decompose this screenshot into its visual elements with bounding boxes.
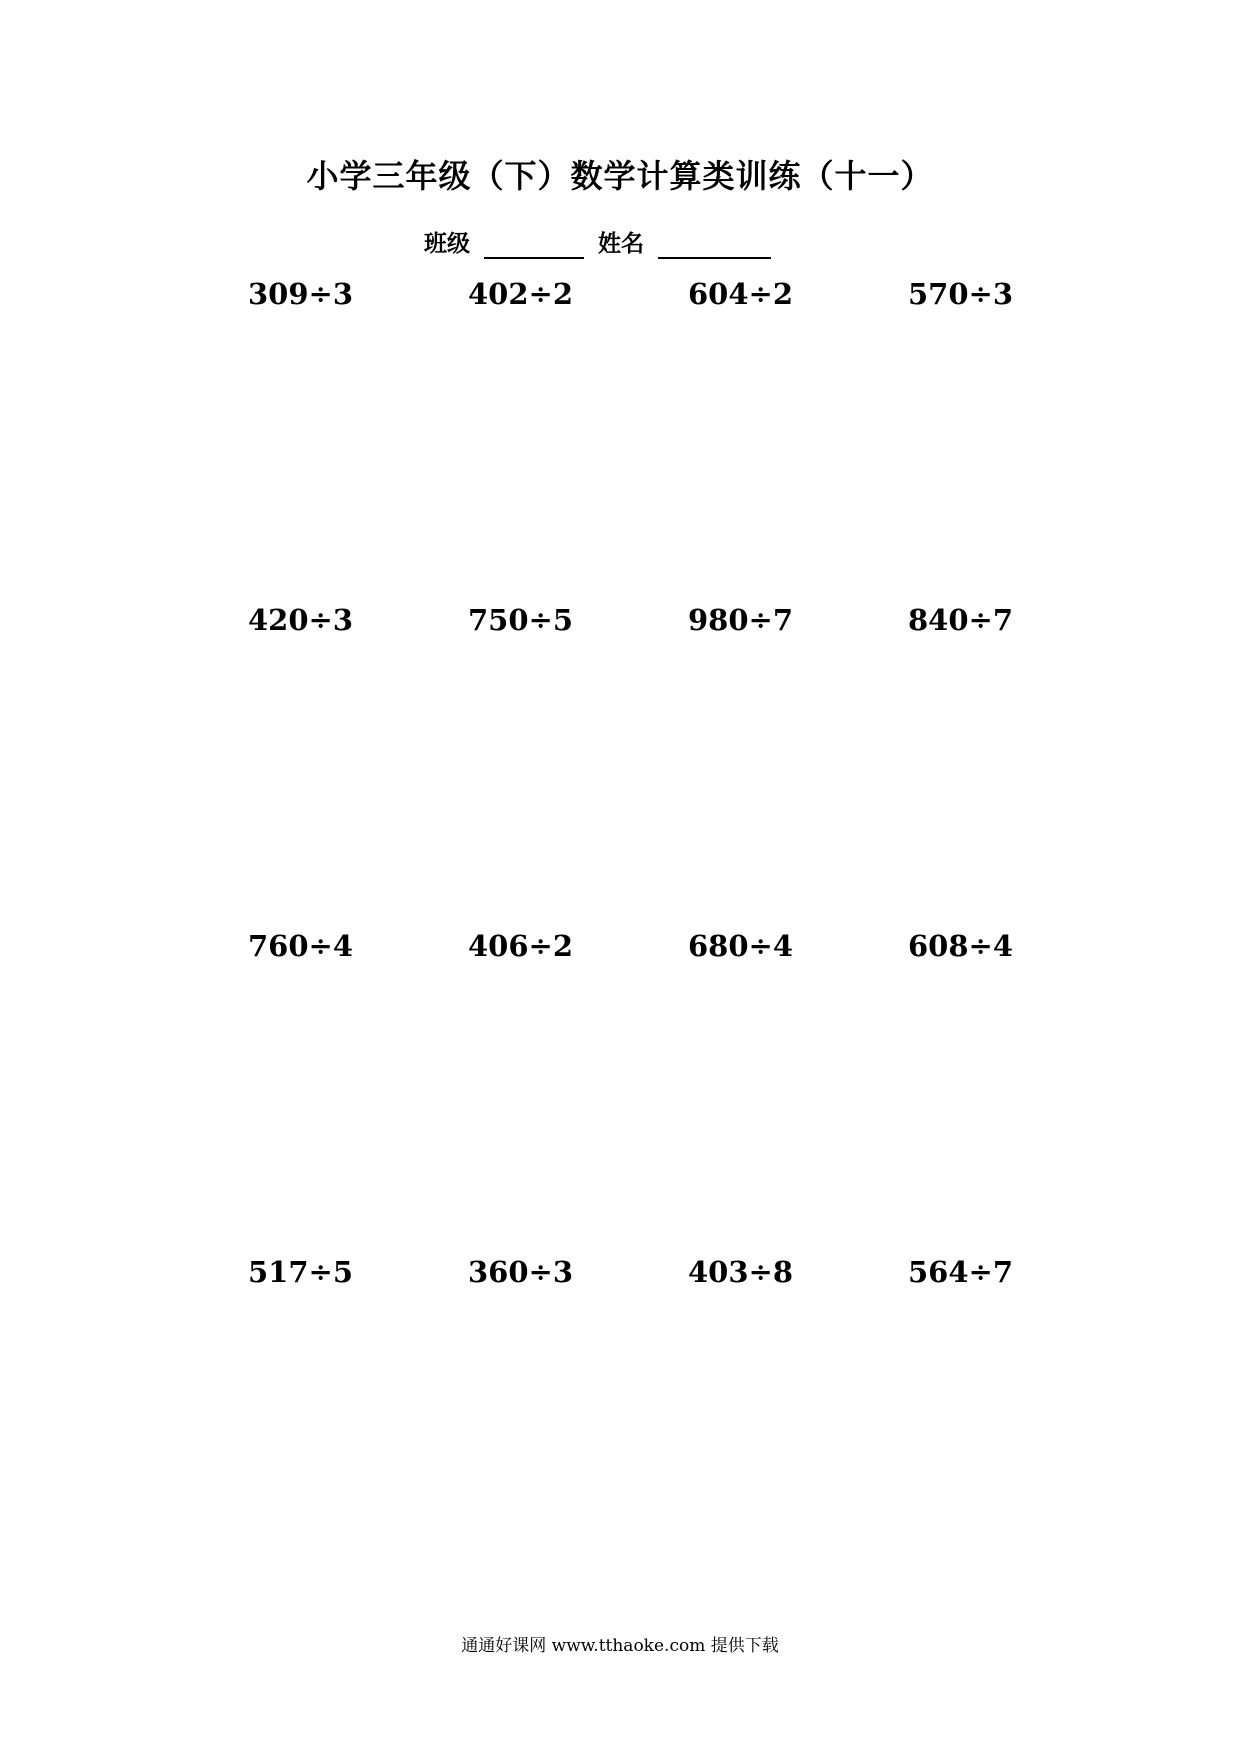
division-problem: 517÷5: [248, 1255, 354, 1289]
division-problem: 403÷8: [688, 1255, 794, 1289]
division-problem: 360÷3: [468, 1255, 574, 1289]
division-problem: 309÷3: [248, 277, 354, 311]
division-problem: 570÷3: [908, 277, 1014, 311]
name-blank-line: [658, 231, 771, 259]
class-label: 班级: [424, 231, 470, 257]
division-problem: 680÷4: [688, 929, 794, 963]
division-problem: 564÷7: [908, 1255, 1014, 1289]
student-info-line: [424, 223, 771, 259]
division-problem: 604÷2: [688, 277, 794, 311]
class-blank-line: [484, 231, 584, 259]
division-problem: 402÷2: [468, 277, 574, 311]
division-problems-grid: [248, 274, 1128, 1594]
division-problem: 750÷5: [468, 603, 574, 637]
division-problem: 406÷2: [468, 929, 574, 963]
download-source-footer: 通通好课网 www.tthaoke.com 提供下载: [461, 1636, 779, 1656]
worksheet-title: 小学三年级（下）数学计算类训练（十一）: [306, 157, 934, 195]
name-label: 姓名: [598, 231, 644, 257]
division-problem: 980÷7: [688, 603, 794, 637]
division-problem: 840÷7: [908, 603, 1014, 637]
division-problem: 760÷4: [248, 929, 354, 963]
division-problem: 420÷3: [248, 603, 354, 637]
division-problem: 608÷4: [908, 929, 1014, 963]
